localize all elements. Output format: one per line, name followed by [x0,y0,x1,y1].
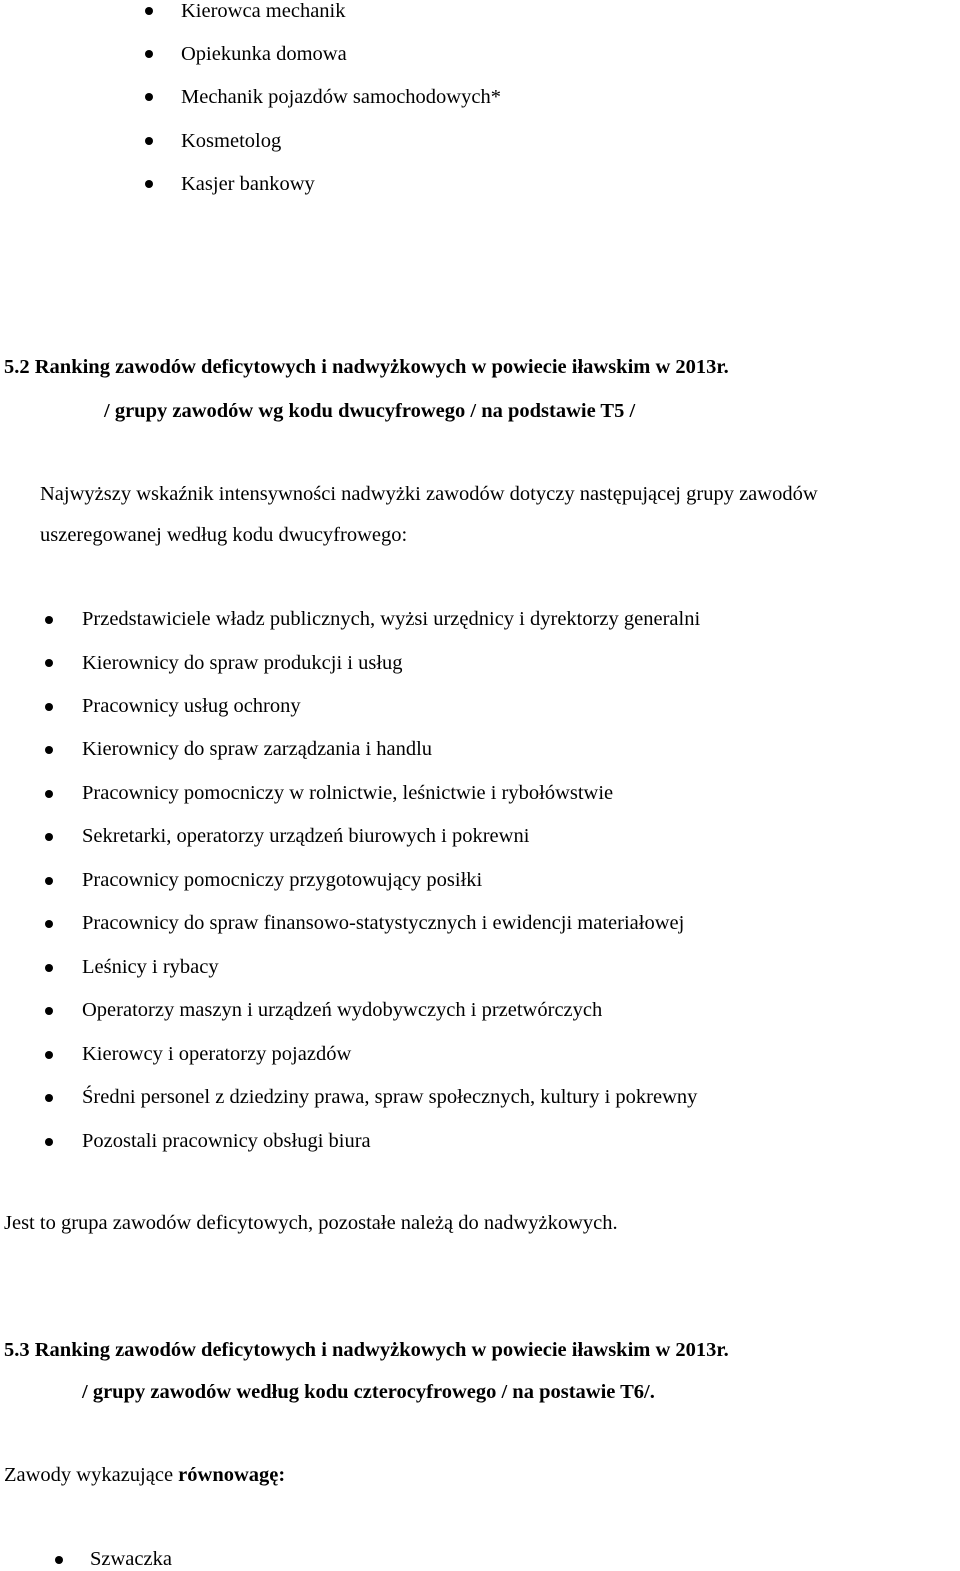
bullet-icon [45,964,53,972]
section-52-subheading: / grupy zawodów wg kodu dwucyfrowego / na podstawie T5 / [104,400,636,422]
balance-line [4,1463,285,1487]
bullet-icon [145,7,153,15]
bullet-icon [45,1094,53,1102]
bullet-icon [45,616,53,624]
list-item-label: Opiekunka domowa [181,43,347,65]
list-item-label: Kierownicy do spraw zarządzania i handlu [82,738,433,760]
list-item-label: Kierowcy i operatorzy pojazdów [82,1043,352,1065]
list-item-label: Kasjer bankowy [181,173,315,195]
bullet-icon [45,746,53,754]
bullet-icon [45,1007,53,1015]
bullet-icon [145,137,153,145]
list-item-label: Przedstawiciele władz publicznych, wyżsi urzędnicy i dyrektorzy generalni [82,608,701,630]
list-item-label: Mechanik pojazdów samochodowych* [181,86,501,108]
list-item-label: Średni personel z dziedziny prawa, spraw społecznych, kultury i pokrewny [82,1086,698,1108]
bullet-icon [55,1556,63,1564]
bullet-icon [45,703,53,711]
list-item-label: Sekretarki, operatorzy urządzeń biurowych i pokrewni [82,825,530,847]
bullet-icon [45,1051,53,1059]
list-item-label: Pracownicy pomocniczy w rolnictwie, leśnictwie i rybołówstwie [82,782,614,804]
balance-bold: równowagę: [178,1464,286,1486]
bullet-icon [45,1138,53,1146]
section-53-subheading: / grupy zawodów według kodu czterocyfrowego / na postawie T6/. [82,1381,655,1403]
list-item-label: Pracownicy pomocniczy przygotowujący posiłki [82,869,483,891]
list-item-label: Kierownicy do spraw produkcji i usług [82,652,403,674]
intro-line-2: uszeregowanej według kodu dwucyfrowego: [40,524,408,546]
list-item-label: Pracownicy usług ochrony [82,695,301,717]
bullet-icon [45,920,53,928]
list-item-label: Szwaczka [90,1548,172,1570]
list-item-label: Pozostali pracownicy obsługi biura [82,1130,371,1152]
balance-prefix: Zawody wykazujące [4,1464,179,1486]
bullet-icon [145,180,153,188]
list-item-label: Operatorzy maszyn i urządzeń wydobywczych i przetwórczych [82,999,603,1021]
bullet-icon [145,93,153,101]
section-53-heading: 5.3 Ranking zawodów deficytowych i nadwyżkowych w powiecie iławskim w 2013r. [4,1339,729,1361]
bullet-icon [45,877,53,885]
conclusion-text: Jest to grupa zawodów deficytowych, pozostałe należą do nadwyżkowych. [4,1212,618,1234]
section-52-heading: 5.2 Ranking zawodów deficytowych i nadwyżkowych w powiecie iławskim w 2013r. [4,356,729,378]
list-item-label: Kosmetolog [181,130,282,152]
intro-line-1: Najwyższy wskaźnik intensywności nadwyżki zawodów dotyczy następującej grupy zawodów [40,483,818,505]
bullet-icon [45,790,53,798]
bullet-icon [145,50,153,58]
list-item-label: Leśnicy i rybacy [82,956,219,978]
bullet-icon [45,659,53,667]
list-item-label: Pracownicy do spraw finansowo-statystycznych i ewidencji materiałowej [82,912,685,934]
list-item-label: Kierowca mechanik [181,0,346,22]
bullet-icon [45,833,53,841]
